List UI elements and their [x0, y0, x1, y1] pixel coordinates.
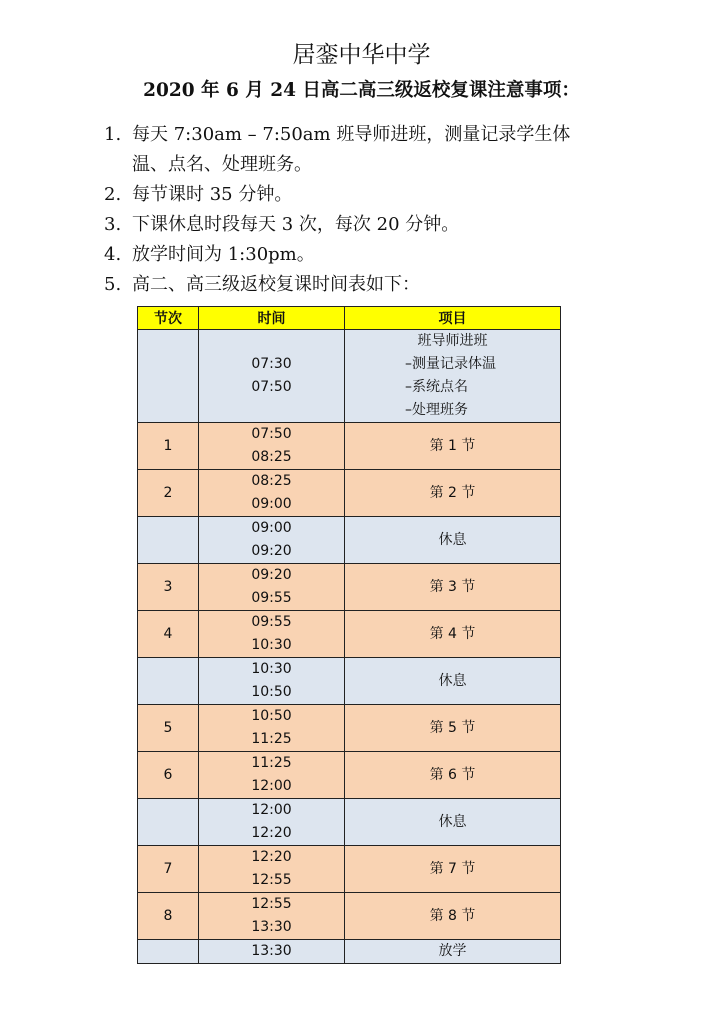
notice-number: 1.	[104, 124, 122, 145]
time-start: 10:50	[251, 708, 292, 724]
time-start: 09:20	[251, 567, 292, 583]
time-cell	[199, 705, 345, 752]
table-header-row	[138, 307, 561, 330]
table-row	[138, 846, 561, 893]
notice-item	[104, 270, 664, 300]
table-row	[138, 893, 561, 940]
time-cell: 13:30	[199, 940, 345, 964]
table-row	[138, 564, 561, 611]
period-cell: 1	[138, 423, 199, 470]
table-row	[138, 752, 561, 799]
time-cell	[199, 611, 345, 658]
notice-text: 每节课时 35 分钟。	[132, 184, 293, 205]
notice-item	[104, 240, 664, 270]
header-item: 项目	[345, 307, 561, 330]
period-cell: 3	[138, 564, 199, 611]
notice-text	[132, 120, 664, 180]
time-start: 07:30	[251, 356, 292, 372]
time-cell	[199, 893, 345, 940]
item-cell: 第 6 节	[345, 752, 561, 799]
item-cell: 第 3 节	[345, 564, 561, 611]
time-cell	[199, 752, 345, 799]
time-start: 09:55	[251, 614, 292, 630]
time-end: 08:25	[251, 449, 292, 465]
item-cell: 第 4 节	[345, 611, 561, 658]
time-cell	[199, 330, 345, 423]
time-start: 10:30	[251, 661, 292, 677]
time-end: 07:50	[251, 379, 292, 395]
table-row	[138, 940, 561, 964]
table-row	[138, 705, 561, 752]
notice-item	[104, 210, 664, 240]
time-cell	[199, 423, 345, 470]
period-cell: 8	[138, 893, 199, 940]
time-cell	[199, 517, 345, 564]
notice-item	[104, 180, 664, 210]
notice-line: 温、点名、处理班务。	[132, 154, 312, 175]
table-row	[138, 658, 561, 705]
item-cell: 第 2 节	[345, 470, 561, 517]
item-cell: 休息	[345, 799, 561, 846]
period-cell	[138, 799, 199, 846]
time-start: 12:55	[251, 896, 292, 912]
item-title: 班导师进班	[417, 333, 488, 349]
time-end: 12:55	[251, 872, 292, 888]
time-end: 09:00	[251, 496, 292, 512]
period-cell	[138, 517, 199, 564]
item-cell: 放学	[345, 940, 561, 964]
item-cell: 第 8 节	[345, 893, 561, 940]
notice-text: 放学时间为 1:30pm。	[132, 244, 315, 265]
item-subline: –处理班务	[405, 402, 468, 418]
table-row	[138, 470, 561, 517]
table-row	[138, 799, 561, 846]
item-cell	[345, 330, 561, 423]
notice-item	[104, 120, 664, 180]
item-cell: 休息	[345, 658, 561, 705]
time-start: 08:25	[251, 473, 292, 489]
item-cell: 第 7 节	[345, 846, 561, 893]
time-end: 13:30	[251, 919, 292, 935]
item-cell: 第 1 节	[345, 423, 561, 470]
item-cell: 休息	[345, 517, 561, 564]
time-start: 12:20	[251, 849, 292, 865]
time-start: 12:00	[251, 802, 292, 818]
table-row	[138, 330, 561, 423]
item-subline: –系统点名	[405, 379, 468, 395]
time-end: 10:30	[251, 637, 292, 653]
time-start: 07:50	[251, 426, 292, 442]
notice-number: 3.	[104, 214, 122, 235]
schedule-table	[137, 306, 561, 964]
time-cell	[199, 799, 345, 846]
period-cell	[138, 940, 199, 964]
notice-title: 2020 年 6 月 24 日高二高三级返校复课注意事项：	[143, 80, 580, 101]
time-cell	[199, 846, 345, 893]
time-end: 09:55	[251, 590, 292, 606]
notice-text: 高二、高三级返校复课时间表如下：	[132, 274, 420, 295]
time-end: 12:20	[251, 825, 292, 841]
notice-number: 5.	[104, 274, 122, 295]
time-start: 11:25	[251, 755, 292, 771]
period-cell	[138, 330, 199, 423]
time-end: 11:25	[251, 731, 292, 747]
item-cell: 第 5 节	[345, 705, 561, 752]
notice-line: 每天 7:30am – 7:50am 班导师进班，测量记录学生体	[132, 124, 571, 145]
period-cell: 4	[138, 611, 199, 658]
period-cell: 2	[138, 470, 199, 517]
header-time: 时间	[199, 307, 345, 330]
table-row	[138, 423, 561, 470]
notice-list	[104, 120, 664, 300]
time-start: 09:00	[251, 520, 292, 536]
school-name: 居銮中华中学	[292, 42, 431, 68]
notice-number: 4.	[104, 244, 122, 265]
time-end: 10:50	[251, 684, 292, 700]
time-cell	[199, 470, 345, 517]
table-row	[138, 611, 561, 658]
time-cell	[199, 658, 345, 705]
period-cell	[138, 658, 199, 705]
table-row	[138, 517, 561, 564]
time-cell	[199, 564, 345, 611]
time-end: 09:20	[251, 543, 292, 559]
time-end: 12:00	[251, 778, 292, 794]
notice-text: 下课休息时段每天 3 次，每次 20 分钟。	[132, 214, 460, 235]
period-cell: 7	[138, 846, 199, 893]
item-subline: –测量记录体温	[405, 356, 496, 372]
period-cell: 6	[138, 752, 199, 799]
period-cell: 5	[138, 705, 199, 752]
notice-number: 2.	[104, 184, 122, 205]
header-period: 节次	[138, 307, 199, 330]
